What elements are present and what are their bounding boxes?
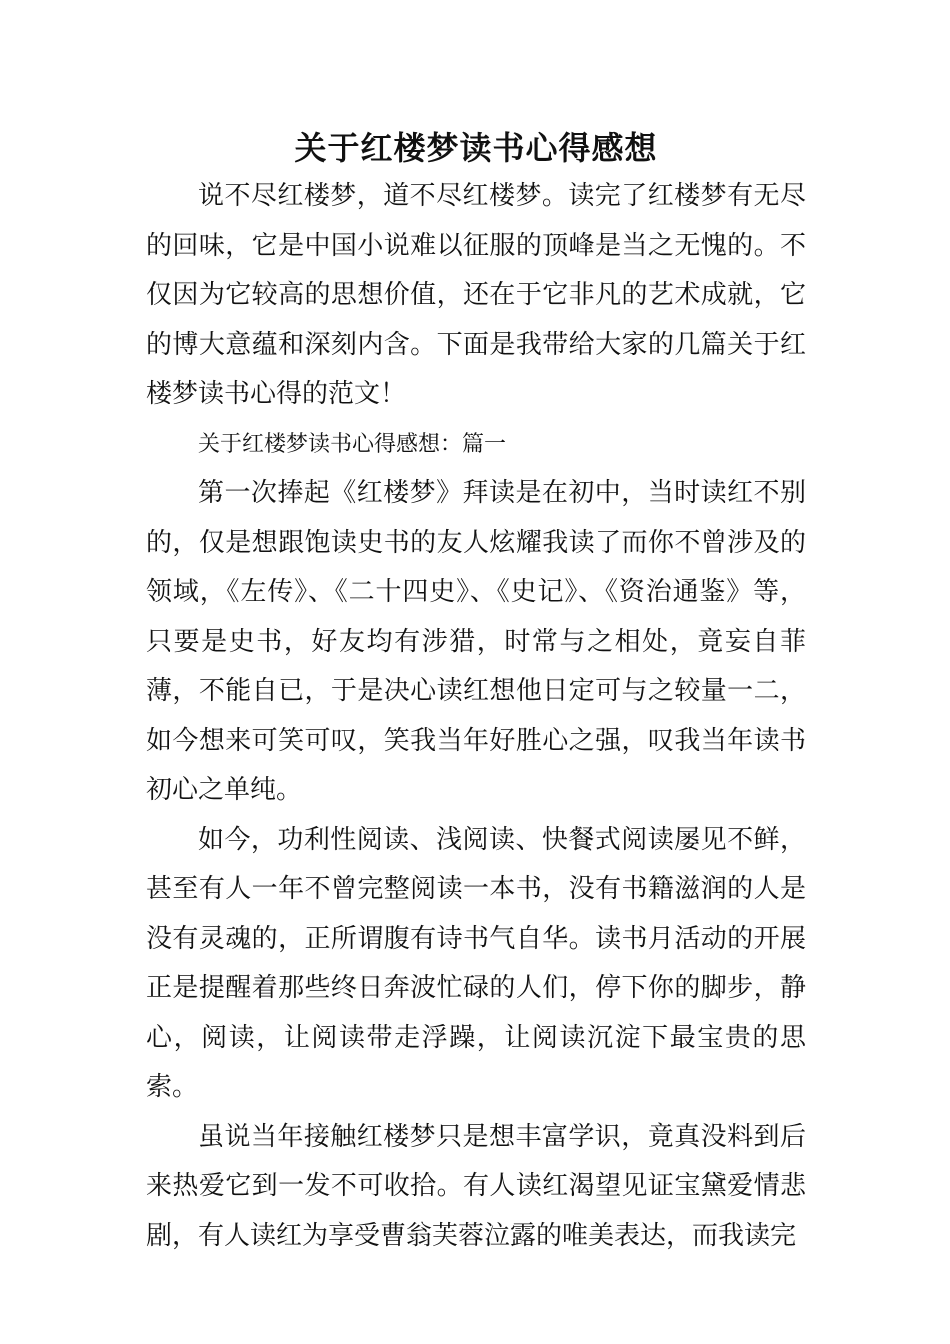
body-paragraph: 第一次捧起《红楼梦》拜读是在初中，当时读红不别的，仅是想跟饱读史书的友人炫耀我读了而你不曾涉及的领域，《左传》、《二十四史》、《史记》、《资治通鉴》等，只要是史书，好友均有涉猎，时常与之相处，竟妄自菲薄，不能自已，于是决心读红想他日定可与之较量一二，如今想来可笑可叹，笑我当年好胜心之强，叹我当年读书初心之单纯。 bbox=[146, 478, 806, 805]
intro-paragraph: 说不尽红楼梦，道不尽红楼梦。读完了红楼梦有无尽的回味，它是中国小说难以征服的顶峰是当之无愧的。不仅因为它较高的思想价值，还在于它非凡的艺术成就，它的博大意蕴和深刻内含。下面是我带给大家的几篇关于红楼梦读书心得的范文！ bbox=[146, 181, 806, 409]
document-title: 关于红楼梦读书心得感想 bbox=[294, 129, 658, 167]
document-body bbox=[146, 128, 806, 1261]
body-paragraph: 虽说当年接触红楼梦只是想丰富学识，竟真没料到后来热爱它到一发不可收拾。有人读红渴望见证宝黛爱情悲剧，有人读红为享受曹翁芙蓉泣露的唯美表达，而我读完 bbox=[146, 1121, 806, 1251]
body-paragraph: 如今，功利性阅读、浅阅读、快餐式阅读屡见不鲜，甚至有人一年不曾完整阅读一本书，没有书籍滋润的人是没有灵魂的，正所谓腹有诗书气自华。读书月活动的开展正是提醒着那些终日奔波忙碌的人们，停下你的脚步，静心，阅读，让阅读带走浮躁，让阅读沉淀下最宝贵的思索。 bbox=[146, 824, 806, 1102]
section-heading: 关于红楼梦读书心得感想：篇一 bbox=[198, 431, 507, 457]
